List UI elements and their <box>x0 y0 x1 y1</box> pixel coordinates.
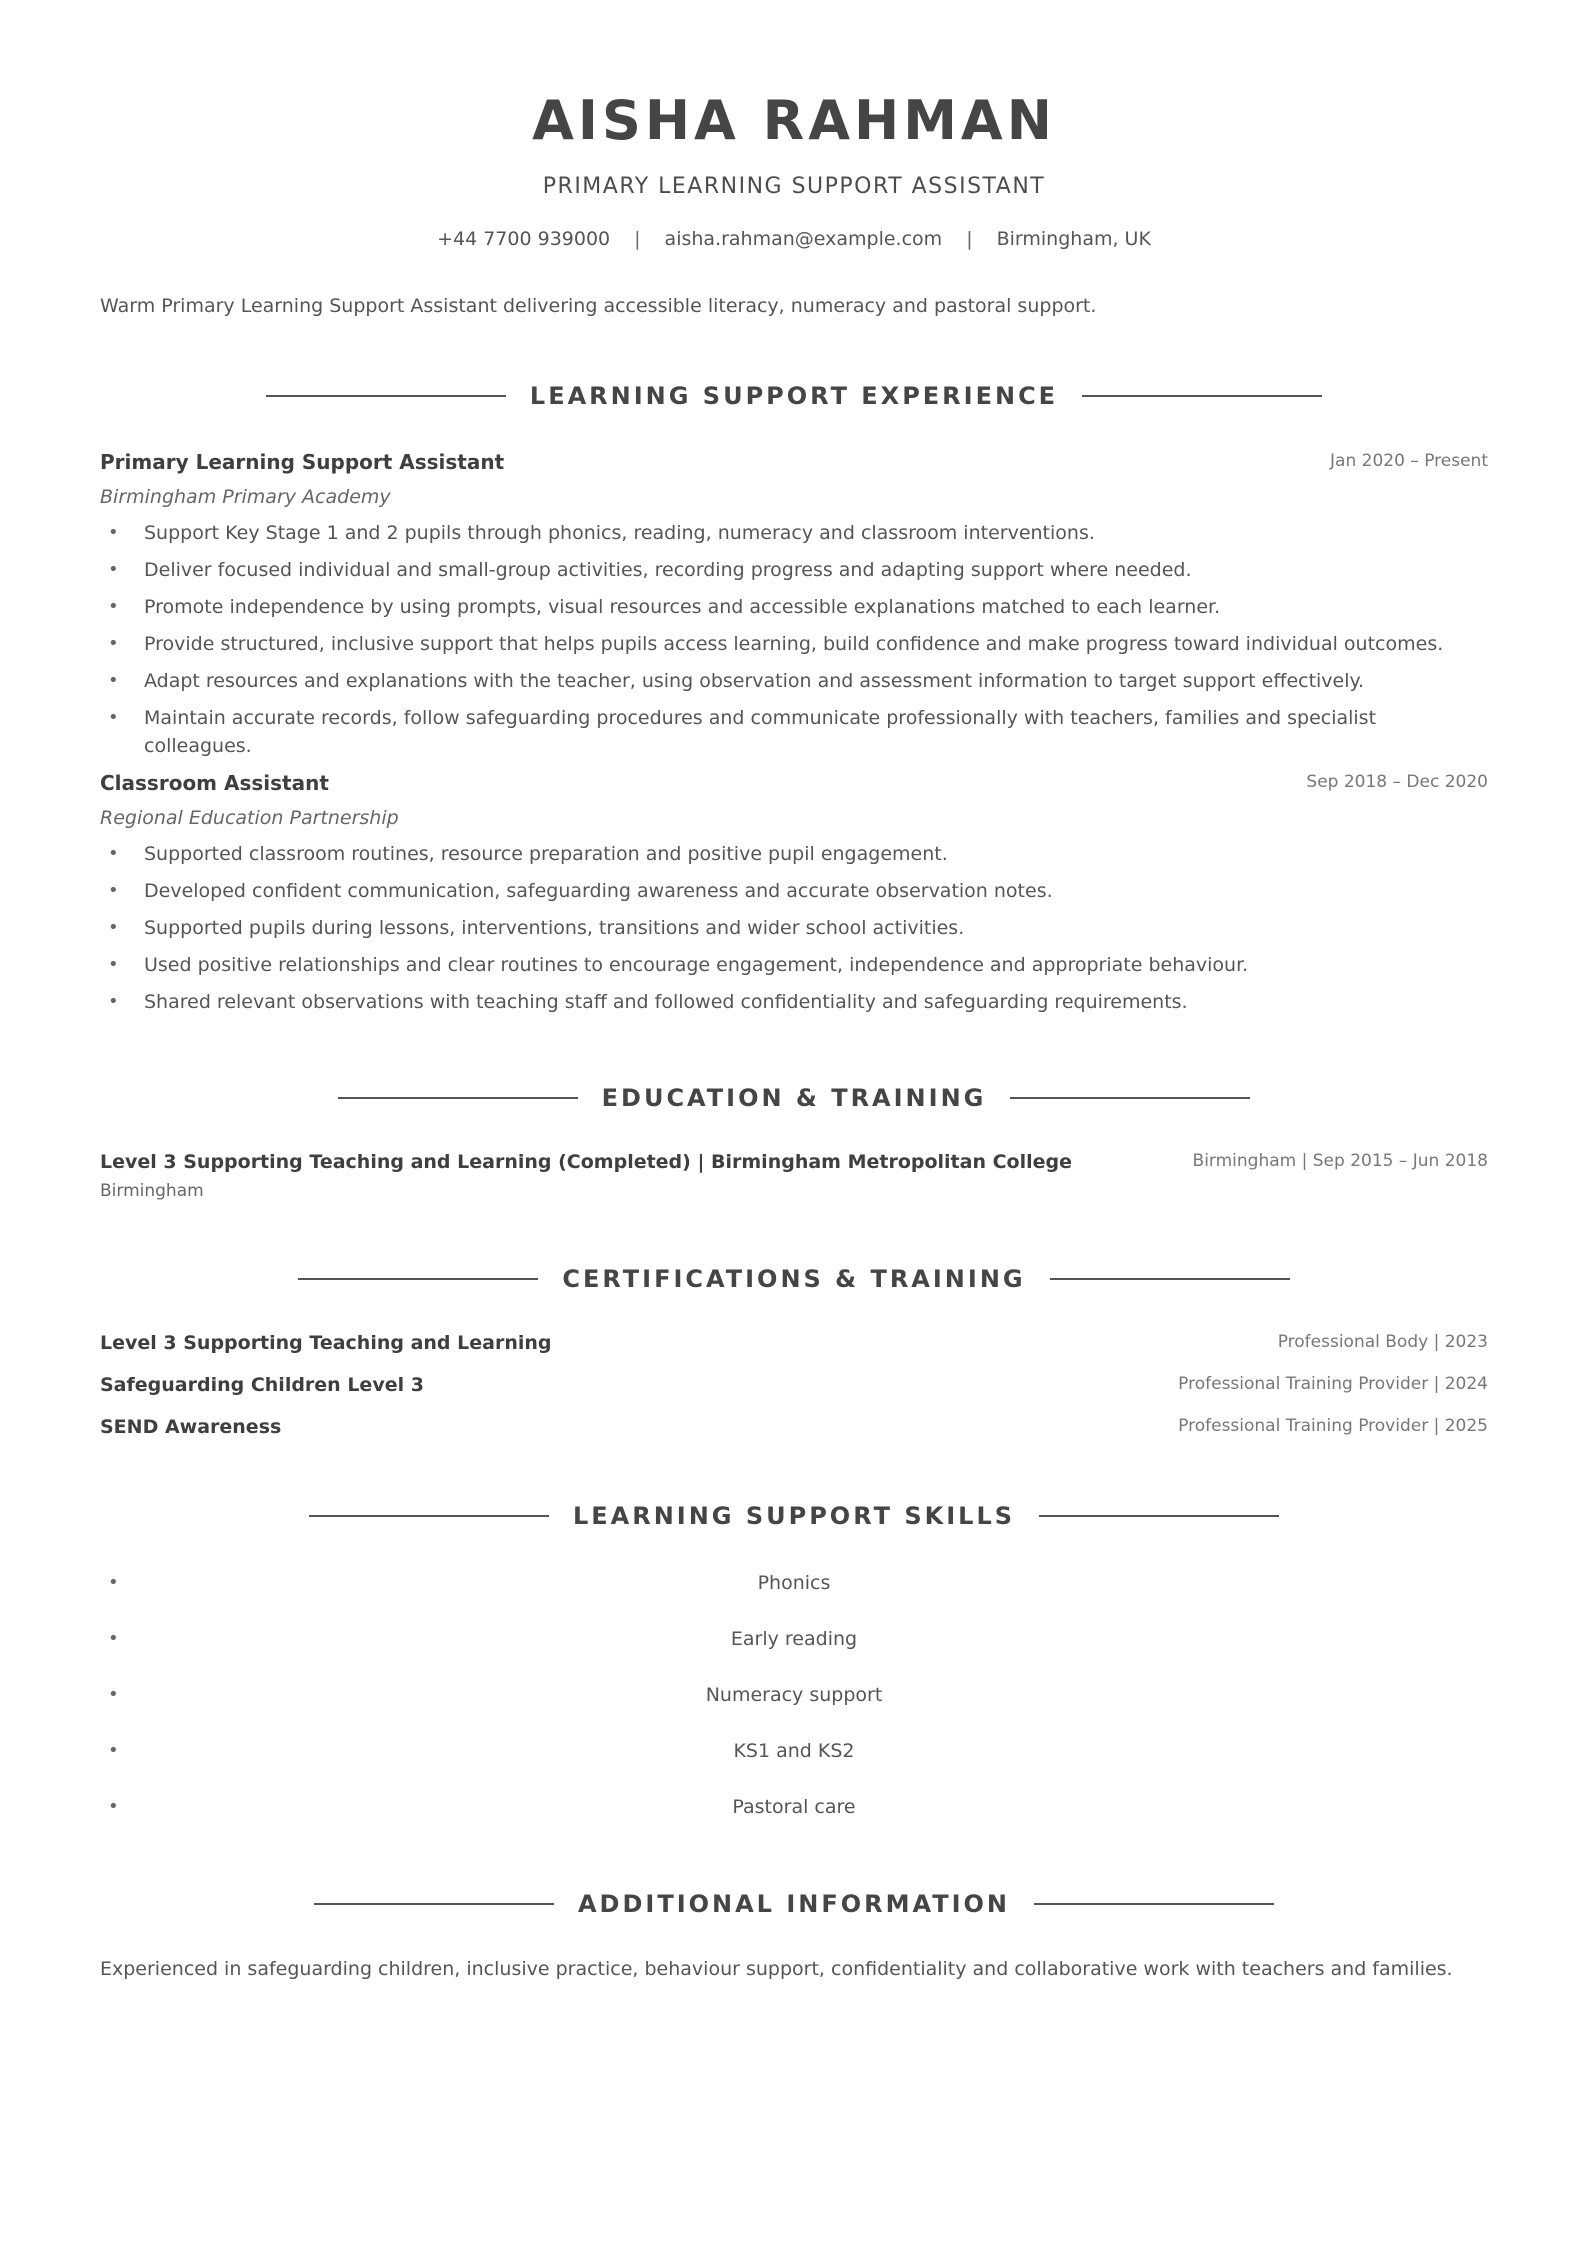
certification-name: Safeguarding Children Level 3 <box>100 1374 424 1396</box>
qualification-title: Level 3 Supporting Teaching and Learning (Completed) | Birmingham Metropolitan College <box>100 1151 1072 1173</box>
section-heading-experience <box>100 378 1488 414</box>
section-title: CERTIFICATIONS & TRAINING <box>562 1265 1026 1293</box>
responsibility-list <box>100 519 1488 757</box>
contact-separator: | <box>634 228 641 250</box>
role-title: Classroom Assistant <box>100 771 329 795</box>
certification-item <box>100 1370 1488 1400</box>
section-title: LEARNING SUPPORT EXPERIENCE <box>529 382 1059 410</box>
section-title: EDUCATION & TRAINING <box>601 1084 987 1112</box>
section-heading-skills <box>100 1498 1488 1534</box>
heading-rule <box>314 1903 554 1905</box>
heading-rule <box>338 1097 578 1099</box>
skills-list <box>100 1569 1488 1849</box>
certification-name: Level 3 Supporting Teaching and Learning <box>100 1332 552 1354</box>
location: Birmingham, UK <box>996 228 1151 250</box>
certification-detail: Professional Training Provider | 2024 <box>1178 1374 1488 1394</box>
section-heading-additional <box>100 1886 1488 1922</box>
certification-detail: Professional Body | 2023 <box>1277 1332 1488 1352</box>
section-heading-education <box>100 1080 1488 1116</box>
heading-rule <box>309 1515 549 1517</box>
responsibility-item: • Promote independence by using prompts, visual resources and accessible explanations matched to each learner. <box>100 593 1488 630</box>
email-address: aisha.rahman@example.com <box>664 228 943 250</box>
responsibility-item: • Provide structured, inclusive support that helps pupils access learning, build confidence and make progress toward individual outcomes. <box>100 630 1488 667</box>
responsibility-list <box>100 840 1488 1025</box>
skill-item: • KS1 and KS2 <box>100 1737 1488 1793</box>
section-title: ADDITIONAL INFORMATION <box>577 1890 1011 1918</box>
certification-name: SEND Awareness <box>100 1416 282 1438</box>
heading-rule <box>1039 1515 1279 1517</box>
responsibility-item: • Maintain accurate records, follow safeguarding procedures and communicate professionally with teachers, families and specialist colleagues. <box>100 704 1488 741</box>
section-heading-certifications <box>100 1261 1488 1297</box>
responsibility-item: • Developed confident communication, safeguarding awareness and accurate observation notes. <box>100 877 1488 914</box>
job-title-heading: PRIMARY LEARNING SUPPORT ASSISTANT <box>542 174 1046 199</box>
contact-line <box>100 225 1488 253</box>
heading-rule <box>298 1278 538 1280</box>
candidate-name: AISHA RAHMAN <box>532 89 1056 152</box>
certification-item <box>100 1412 1488 1442</box>
responsibility-item: • Supported pupils during lessons, interventions, transitions and wider school activities. <box>100 914 1488 951</box>
responsibility-item: • Supported classroom routines, resource preparation and positive pupil engagement. <box>100 840 1488 877</box>
employer-name: Regional Education Partnership <box>100 807 399 829</box>
certification-item <box>100 1328 1488 1358</box>
heading-rule <box>1010 1097 1250 1099</box>
skill-item: • Early reading <box>100 1625 1488 1681</box>
responsibility-item: • Support Key Stage 1 and 2 pupils through phonics, reading, numeracy and classroom interventions. <box>100 519 1488 556</box>
role-dates: Sep 2018 – Dec 2020 <box>1306 772 1488 792</box>
responsibility-item: • Adapt resources and explanations with the teacher, using observation and assessment information to target support effectively. <box>100 667 1488 704</box>
responsibility-item: • Used positive relationships and clear routines to encourage engagement, independence and appropriate behaviour. <box>100 951 1488 988</box>
skill-item: • Numeracy support <box>100 1681 1488 1737</box>
skill-item: • Pastoral care <box>100 1793 1488 1849</box>
skill-item: • Phonics <box>100 1569 1488 1625</box>
role-title: Primary Learning Support Assistant <box>100 450 505 474</box>
responsibility-item: • Shared relevant observations with teaching staff and followed confidentiality and safeguarding requirements. <box>100 988 1488 1025</box>
section-title: LEARNING SUPPORT SKILLS <box>572 1502 1016 1530</box>
heading-rule <box>266 395 506 397</box>
heading-rule <box>1034 1903 1274 1905</box>
responsibility-item: • Deliver focused individual and small-group activities, recording progress and adapting support where needed. <box>100 556 1488 593</box>
qualification-location: Birmingham <box>100 1181 204 1201</box>
certification-detail: Professional Training Provider | 2025 <box>1178 1416 1488 1436</box>
heading-rule <box>1082 395 1322 397</box>
qualification-dates: Birmingham | Sep 2015 – Jun 2018 <box>1192 1151 1488 1171</box>
role-dates: Jan 2020 – Present <box>1330 451 1488 471</box>
additional-information: Experienced in safeguarding children, inclusive practice, behaviour support, confidentiality and collaborative work with teachers and families. <box>100 1958 1453 1980</box>
employer-name: Birmingham Primary Academy <box>100 486 391 508</box>
contact-separator: | <box>966 228 973 250</box>
professional-summary: Warm Primary Learning Support Assistant delivering accessible literacy, numeracy and pastoral support. <box>100 295 1097 317</box>
heading-rule <box>1050 1278 1290 1280</box>
phone-number: +44 7700 939000 <box>437 228 611 250</box>
